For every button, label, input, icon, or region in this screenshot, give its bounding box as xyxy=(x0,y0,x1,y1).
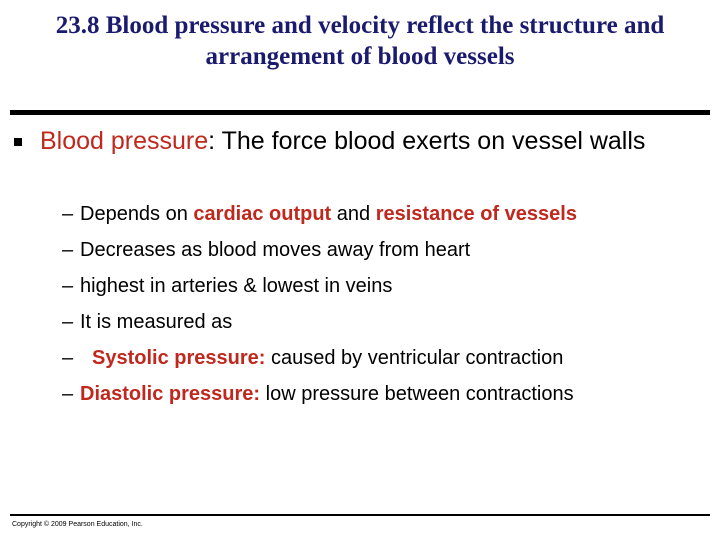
square-bullet-icon xyxy=(14,138,22,146)
dash-marker: – xyxy=(62,383,74,405)
dash-marker: – xyxy=(62,203,74,225)
main-bullet xyxy=(14,126,704,156)
main-definition: The force blood exerts on vessel walls xyxy=(215,127,646,155)
systolic-term: Systolic pressure: xyxy=(92,347,266,369)
sub-item-decreases xyxy=(62,232,712,268)
slide-title xyxy=(0,10,720,72)
diastolic-term: Diastolic pressure: xyxy=(80,383,261,405)
sub-item-text: It is measured as xyxy=(80,311,233,333)
dash-marker: – xyxy=(62,347,74,369)
sub-item-text: Decreases as blood moves away from heart xyxy=(80,239,471,261)
title-divider xyxy=(10,110,710,115)
dash-marker: – xyxy=(62,239,74,261)
main-bullet-text xyxy=(14,126,704,156)
sub-item-text: Depends on xyxy=(80,203,194,225)
highlight-cardiac-output: cardiac output xyxy=(193,203,332,225)
sub-item-text: low pressure between contractions xyxy=(260,383,574,405)
dash-marker: – xyxy=(62,311,74,333)
dash-marker: – xyxy=(62,275,74,297)
main-term: Blood pressure xyxy=(40,127,209,155)
sub-bullet-list xyxy=(62,196,712,412)
main-colon: : xyxy=(208,127,216,155)
sub-item-text: highest in arteries & lowest in veins xyxy=(80,275,393,297)
highlight-resistance: resistance of vessels xyxy=(375,203,577,225)
sub-item-systolic xyxy=(62,340,712,376)
title-line-1: 23.8 Blood pressure and velocity reflect the structure and xyxy=(55,12,665,39)
sub-item-highest xyxy=(62,268,712,304)
sub-item-diastolic xyxy=(62,376,712,412)
sub-item-text: and xyxy=(331,203,376,225)
sub-item-measured xyxy=(62,304,712,340)
sub-item-depends xyxy=(62,196,712,232)
sub-item-text: caused by ventricular contraction xyxy=(265,347,564,369)
copyright-notice: Copyright © 2009 Pearson Education, Inc. xyxy=(12,521,143,528)
footer-divider xyxy=(10,514,710,516)
title-line-2: arrangement of blood vessels xyxy=(205,43,515,70)
